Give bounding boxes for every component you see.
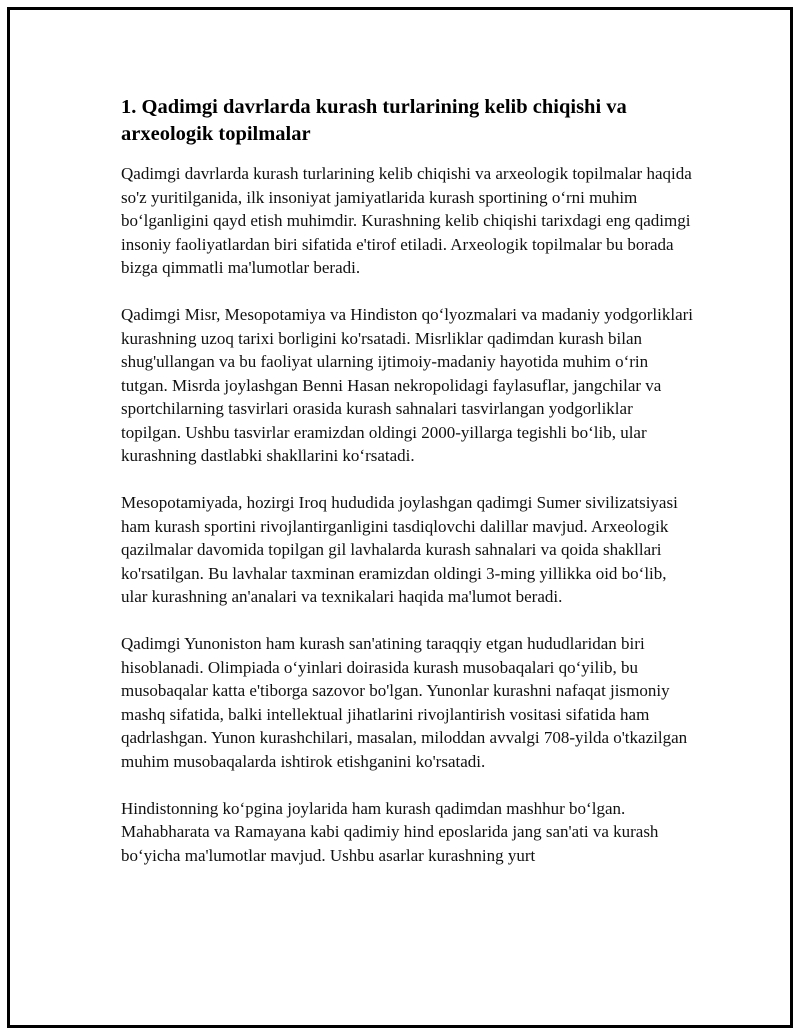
paragraph: Qadimgi Misr, Mesopotamiya va Hindiston qo‘lyozmalari va madaniy yodgorliklari kurashning uzoq tarixi borligini ko'rsatadi. Misrliklar qadimdan kurash bilan shug'ullangan va bu faoliyat ularning ijtimoiy-madaniy hayotida muhim o‘rin tutgan. Misrda joylashgan Benni Hasan nekropolidagi faylasuflar, jangchilar va sportchilarning tasvirlari orasida kurash sahnalari tasvirlangan yodgorliklar topilgan. Ushbu tasvirlar eramizdan oldingi 2000-yillarga tegishli bo‘lib, ular kurashning dastlabki shakllarini ko‘rsatadi. <box>121 305 694 465</box>
document-body <box>121 94 696 891</box>
paragraph: Mesopotamiyada, hozirgi Iroq hududida joylashgan qadimgi Sumer sivilizatsiyasi ham kurash sportini rivojlantirganligini tasdiqlovchi dalillar mavjud. Arxeologik qazilmalar davomida topilgan gil lavhalarda kurash sahnalari va qoida shakllari ko'rsatilgan. Bu lavhalar taxminan eramizdan oldingi 3-ming yillikka oid bo‘lib, ular kurashning an'analari va texnikalari haqida ma'lumot beradi. <box>121 493 678 606</box>
section-heading: 1. Qadimgi davrlarda kurash turlarining kelib chiqishi va arxeologik topilmalar <box>121 96 627 145</box>
paragraph: Qadimgi Yunoniston ham kurash san'atining taraqqiy etgan hududlaridan biri hisoblanadi. Olimpiada o‘yinlari doirasida kurash musobaqalari qo‘yilib, bu musobaqalar katta e'tiborga sazovor bo'lgan. Yunonlar kurashni nafaqat jismoniy mashq sifatida, balki intellektual jihatlarini rivojlantirish vositasi sifatida ham qadrlashgan. Yunon kurashchilari, masalan, miloddan avvalgi 708-yilda o'tkazilgan muhim musobaqalarda ishtirok etishganini ko'rsatadi. <box>121 634 688 771</box>
paragraph: Qadimgi davrlarda kurash turlarining kelib chiqishi va arxeologik topilmalar haqida so'z yuritilganida, ilk insoniyat jamiyatlarida kurash sportining o‘rni muhim bo‘lganligini qayd etish muhimdir. Kurashning kelib chiqishi tarixdagi eng qadimgi insoniy faoliyatlardan biri sifatida e'tirof etiladi. Arxeologik topilmalar bu borada bizga qimmatli ma'lumotlar beradi. <box>121 164 692 277</box>
paragraph: Hindistonning ko‘pgina joylarida ham kurash qadimdan mashhur bo‘lgan. Mahabharata va Ramayana kabi qadimiy hind eposlarida jang san'ati va kurash bo‘yicha ma'lumotlar mavjud. Ushbu asarlar kurashning yurt <box>121 798 659 865</box>
page-frame <box>7 7 793 1028</box>
